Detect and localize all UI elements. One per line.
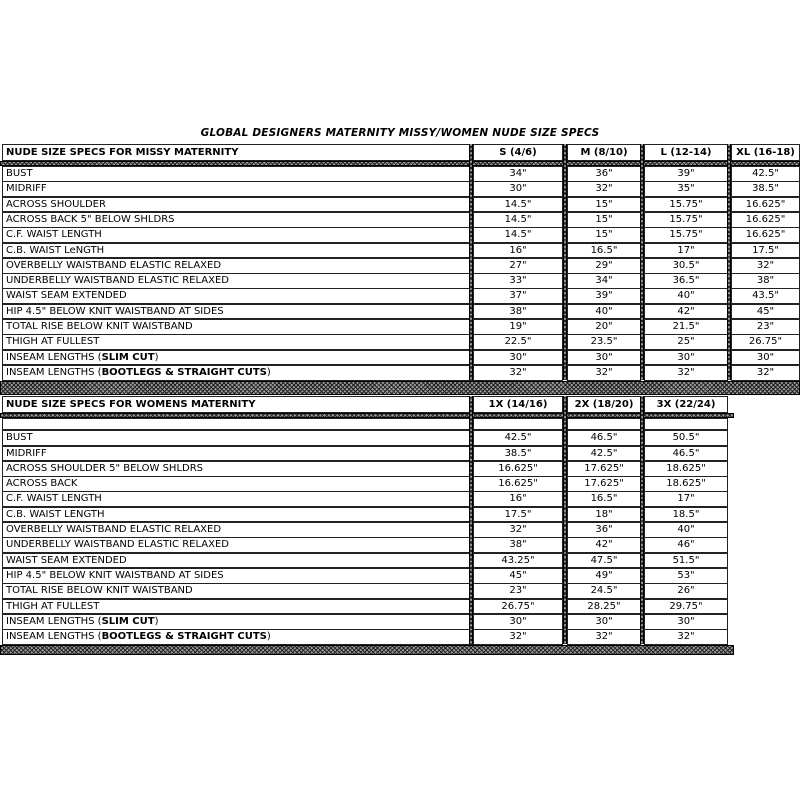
row-label-text: HIP 4.5" BELOW KNIT WAISTBAND AT SIDES — [6, 305, 224, 317]
blank-cell — [567, 418, 641, 430]
value-cell: 47.5" — [567, 553, 641, 569]
value-cell: 46" — [644, 537, 728, 553]
value-cell: 53" — [644, 568, 728, 584]
value-cell: 16.5" — [567, 491, 641, 507]
value-cell: 16.625" — [473, 461, 563, 477]
value-cell: 26.75" — [473, 599, 563, 615]
value-cell: 23.5" — [567, 334, 641, 350]
size-header: S (4/6) — [473, 144, 563, 161]
value-cell: 18.625" — [644, 476, 728, 492]
womens-header: NUDE SIZE SPECS FOR WOMENS MATERNITY — [2, 396, 473, 413]
value-cell: 16" — [473, 243, 563, 259]
row-label — [2, 629, 473, 645]
value-cell: 30" — [473, 350, 563, 366]
row-label-text: INSEAM LENGTHS ( — [6, 631, 102, 643]
row-label-text: UNDERBELLY WAISTBAND ELASTIC RELAXED — [6, 275, 229, 287]
value-cell: 25" — [644, 334, 728, 350]
value-cell: 21.5" — [644, 319, 728, 335]
value-cell: 16.625" — [473, 476, 563, 492]
missy-header: NUDE SIZE SPECS FOR MISSY MATERNITY — [2, 144, 473, 161]
value-cell: 49" — [567, 568, 641, 584]
value-cell: 27" — [473, 258, 563, 274]
row-label-text: WAIST SEAM EXTENDED — [6, 290, 127, 302]
value-cell: 30" — [473, 614, 563, 630]
value-cell: 23" — [731, 319, 800, 335]
row-label — [2, 507, 473, 523]
row-label-bold: SLIM CUT — [101, 615, 155, 627]
row-label-text: MIDRIFF — [6, 183, 47, 195]
value-cell: 14.5" — [473, 227, 563, 243]
value-cell: 32" — [567, 629, 641, 645]
value-cell: 40" — [644, 522, 728, 538]
row-label-text: BUST — [6, 168, 33, 179]
value-cell: 51.5" — [644, 553, 728, 569]
value-cell: 32" — [473, 629, 563, 645]
row-label — [2, 446, 473, 462]
row-label-text: THIGH AT FULLEST — [6, 336, 100, 348]
value-cell: 26.75" — [731, 334, 800, 350]
value-cell: 14.5" — [473, 197, 563, 213]
value-cell: 26" — [644, 583, 728, 599]
row-label — [2, 553, 473, 569]
value-cell: 34" — [567, 273, 641, 289]
value-cell: 16.625" — [731, 197, 800, 213]
row-label — [2, 304, 473, 320]
row-label-text: MIDRIFF — [6, 447, 47, 459]
value-cell: 19" — [473, 319, 563, 335]
value-cell: 14.5" — [473, 212, 563, 228]
value-cell: 18.5" — [644, 507, 728, 523]
value-cell: 33" — [473, 273, 563, 289]
value-cell: 42.5" — [731, 166, 800, 182]
size-header: L (12-14) — [644, 144, 728, 161]
row-label-text: TOTAL RISE BELOW KNIT WAISTBAND — [6, 585, 193, 597]
value-cell: 17.625" — [567, 461, 641, 477]
row-label — [2, 491, 473, 507]
value-cell: 45" — [731, 304, 800, 320]
row-label-text: OVERBELLY WAISTBAND ELASTIC RELAXED — [6, 259, 222, 271]
row-label-text: BUST — [6, 432, 33, 444]
value-cell: 24.5" — [567, 583, 641, 599]
blank-row — [2, 418, 473, 430]
row-label-bold: BOOTLEGS & STRAIGHT CUTS — [101, 631, 267, 643]
row-label-suffix: ) — [154, 351, 159, 363]
size-spec-sheet — [0, 124, 800, 668]
row-label — [2, 334, 473, 350]
row-label-suffix: ) — [154, 615, 159, 627]
value-cell: 29.75" — [644, 599, 728, 615]
row-label — [2, 599, 473, 615]
value-cell: 50.5" — [644, 430, 728, 446]
value-cell: 22.5" — [473, 334, 563, 350]
row-label — [2, 288, 473, 304]
row-label — [2, 568, 473, 584]
row-label — [2, 258, 473, 274]
column-separator — [563, 144, 567, 380]
value-cell: 32" — [473, 365, 563, 381]
value-cell: 38" — [731, 273, 800, 289]
value-cell: 17.5" — [731, 243, 800, 259]
value-cell: 15" — [567, 212, 641, 228]
row-label-text: TOTAL RISE BELOW KNIT WAISTBAND — [6, 321, 193, 332]
size-header: 2X (18/20) — [567, 396, 641, 413]
value-cell: 17.625" — [567, 476, 641, 492]
value-cell: 40" — [567, 304, 641, 320]
value-cell: 39" — [644, 166, 728, 182]
row-label-text: ACROSS SHOULDER 5" BELOW SHLDRS — [6, 462, 204, 474]
value-cell: 15" — [567, 227, 641, 243]
row-label — [2, 197, 473, 213]
value-cell: 32" — [644, 365, 728, 381]
row-label — [2, 181, 473, 197]
row-label-bold: BOOTLEGS & STRAIGHT CUTS — [101, 366, 267, 378]
value-cell: 38.5" — [731, 181, 800, 197]
value-cell: 16" — [473, 491, 563, 507]
value-cell: 30" — [567, 614, 641, 630]
row-label — [2, 476, 473, 492]
row-label-text: C.F. WAIST LENGTH — [6, 229, 102, 241]
value-cell: 42.5" — [473, 430, 563, 446]
value-cell: 32" — [567, 181, 641, 197]
value-cell: 42.5" — [567, 446, 641, 462]
value-cell: 38" — [473, 304, 563, 320]
row-label-suffix: ) — [266, 366, 271, 378]
value-cell: 17" — [644, 491, 728, 507]
row-label — [2, 365, 473, 381]
row-label-text: INSEAM LENGTHS ( — [6, 366, 102, 378]
row-label-text: INSEAM LENGTHS ( — [6, 615, 102, 627]
value-cell: 46.5" — [644, 446, 728, 462]
value-cell: 32" — [473, 522, 563, 538]
value-cell: 28.25" — [567, 599, 641, 615]
value-cell: 20" — [567, 319, 641, 335]
divider-band — [0, 645, 734, 655]
row-label — [2, 243, 473, 259]
value-cell: 30" — [644, 614, 728, 630]
sheet-title: GLOBAL DESIGNERS MATERNITY MISSY/WOMEN NUDE SIZE SPECS — [200, 127, 600, 139]
row-label — [2, 166, 473, 182]
row-label-text: OVERBELLY WAISTBAND ELASTIC RELAXED — [6, 524, 222, 535]
value-cell: 38" — [473, 537, 563, 553]
value-cell: 32" — [644, 629, 728, 645]
size-header: 1X (14/16) — [473, 396, 563, 413]
row-label-suffix: ) — [266, 631, 271, 643]
row-label — [2, 212, 473, 228]
size-header: 3X (22/24) — [644, 396, 728, 413]
value-cell: 16.5" — [567, 243, 641, 259]
row-label — [2, 461, 473, 477]
column-separator — [640, 396, 644, 644]
value-cell: 30" — [473, 181, 563, 197]
value-cell: 40" — [644, 288, 728, 304]
row-label-text: INSEAM LENGTHS ( — [6, 351, 102, 363]
column-separator — [563, 396, 567, 644]
row-label — [2, 583, 473, 599]
value-cell: 37" — [473, 288, 563, 304]
value-cell: 30" — [567, 350, 641, 366]
value-cell: 29" — [567, 258, 641, 274]
row-label-text: C.B. WAIST LENGTH — [6, 508, 105, 520]
row-label-text: ACROSS BACK 5" BELOW SHLDRS — [6, 213, 175, 225]
row-label — [2, 273, 473, 289]
value-cell: 43.25" — [473, 553, 563, 569]
row-label — [2, 537, 473, 553]
row-label-text: ACROSS BACK — [6, 478, 78, 490]
value-cell: 17.5" — [473, 507, 563, 523]
row-label-text: WAIST SEAM EXTENDED — [6, 554, 127, 566]
value-cell: 39" — [567, 288, 641, 304]
value-cell: 30.5" — [644, 258, 728, 274]
value-cell: 45" — [473, 568, 563, 584]
row-label — [2, 522, 473, 538]
value-cell: 16.625" — [731, 212, 800, 228]
column-separator — [469, 144, 473, 380]
value-cell: 18" — [567, 507, 641, 523]
value-cell: 15.75" — [644, 227, 728, 243]
row-label — [2, 319, 473, 335]
value-cell: 43.5" — [731, 288, 800, 304]
value-cell: 30" — [731, 350, 800, 366]
row-label-text: UNDERBELLY WAISTBAND ELASTIC RELAXED — [6, 539, 229, 551]
divider-band — [0, 381, 800, 395]
row-label — [2, 430, 473, 446]
value-cell: 32" — [731, 365, 800, 381]
value-cell: 15" — [567, 197, 641, 213]
row-label — [2, 614, 473, 630]
value-cell: 36.5" — [644, 273, 728, 289]
value-cell: 36" — [567, 166, 641, 182]
value-cell: 42" — [644, 304, 728, 320]
size-header: M (8/10) — [567, 144, 641, 161]
value-cell: 32" — [567, 365, 641, 381]
value-cell: 46.5" — [567, 430, 641, 446]
column-separator — [640, 144, 644, 380]
blank-cell — [473, 418, 563, 430]
value-cell: 42" — [567, 537, 641, 553]
value-cell: 17" — [644, 243, 728, 259]
row-label — [2, 227, 473, 243]
value-cell: 16.625" — [731, 227, 800, 243]
size-header: XL (16-18) — [731, 144, 800, 161]
value-cell: 15.75" — [644, 197, 728, 213]
value-cell: 34" — [473, 166, 563, 182]
value-cell: 38.5" — [473, 446, 563, 462]
value-cell: 30" — [644, 350, 728, 366]
row-label-bold: SLIM CUT — [101, 351, 155, 363]
row-label-text: C.B. WAIST LeNGTH — [6, 244, 105, 256]
value-cell: 15.75" — [644, 212, 728, 228]
column-separator — [727, 144, 731, 380]
value-cell: 32" — [731, 258, 800, 274]
blank-cell — [644, 418, 728, 430]
value-cell: 35" — [644, 181, 728, 197]
column-separator — [469, 396, 473, 644]
row-label-text: HIP 4.5" BELOW KNIT WAISTBAND AT SIDES — [6, 569, 224, 581]
value-cell: 36" — [567, 522, 641, 538]
row-label — [2, 350, 473, 366]
value-cell: 18.625" — [644, 461, 728, 477]
row-label-text: THIGH AT FULLEST — [6, 600, 100, 612]
row-label-text: C.F. WAIST LENGTH — [6, 493, 102, 505]
value-cell: 23" — [473, 583, 563, 599]
row-label-text: ACROSS SHOULDER — [6, 198, 106, 210]
